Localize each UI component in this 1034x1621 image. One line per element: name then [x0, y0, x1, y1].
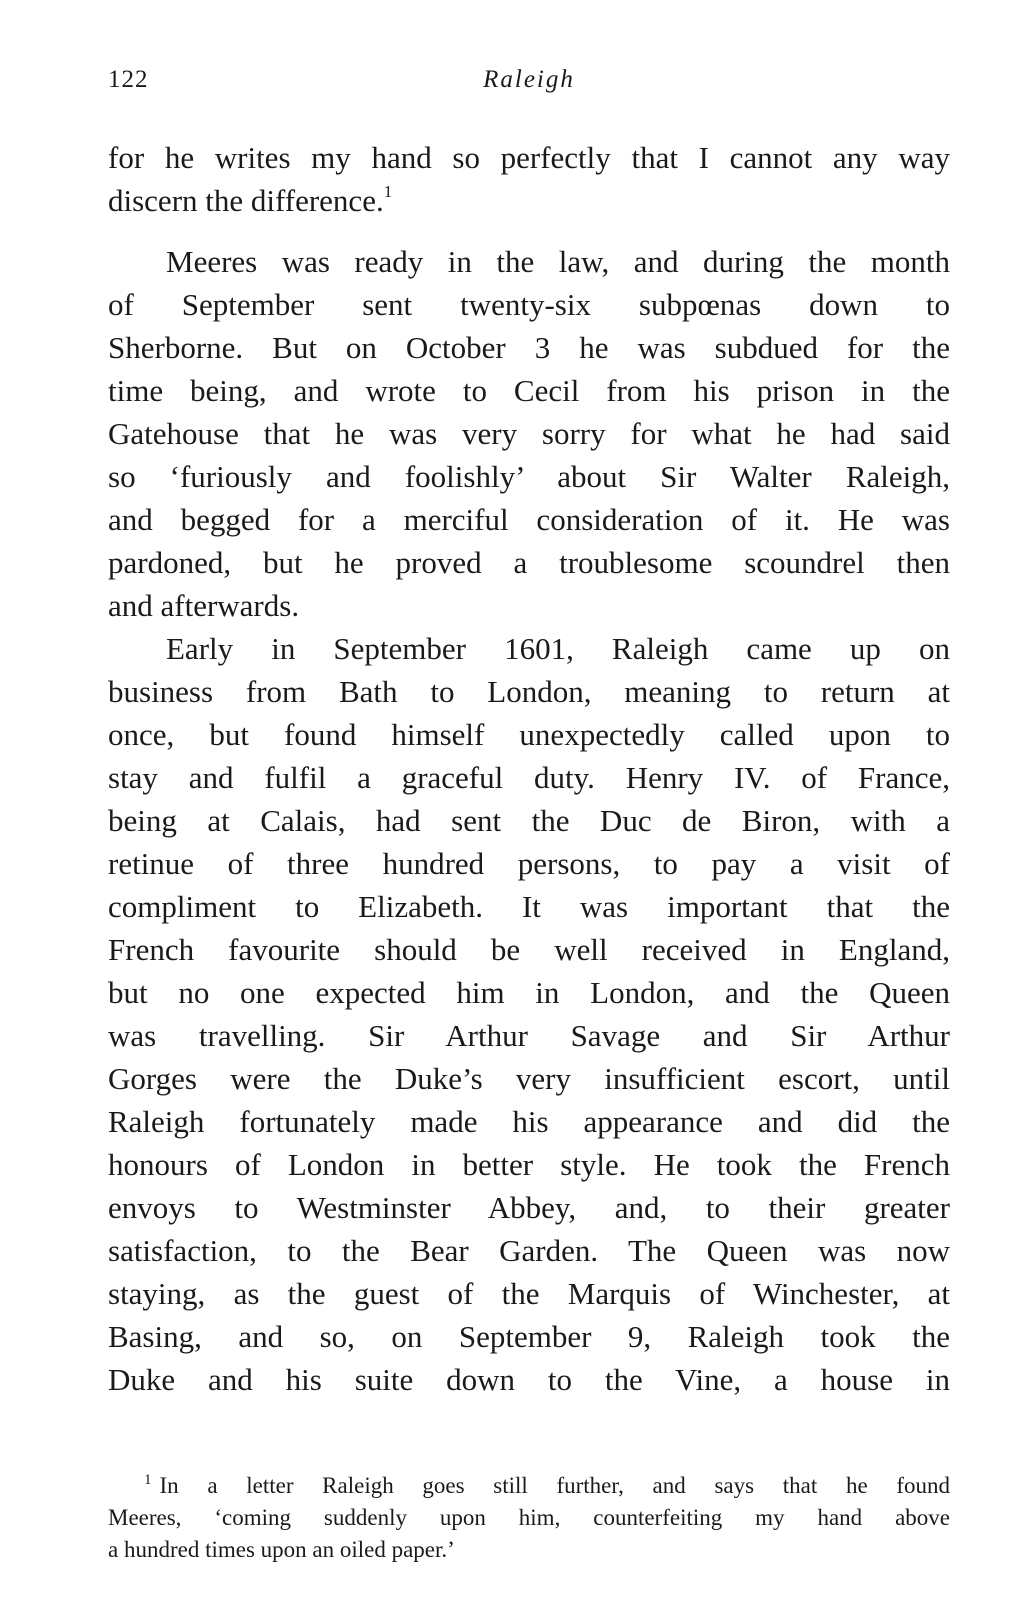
text-line-content: discern the difference.: [108, 183, 384, 218]
footnote-line: Meeres, ‘coming suddenly upon him, counterfeiting my hand above: [108, 1505, 950, 1530]
paragraph-gap: [108, 222, 950, 240]
text-line: satisfaction, to the Bear Garden. The Queen was now: [108, 1233, 950, 1268]
text-line: Early in September 1601, Raleigh came up on: [166, 631, 950, 666]
footnote-marker: 1: [144, 1472, 152, 1488]
text-line: Gatehouse that he was very sorry for what he had said: [108, 416, 950, 451]
text-line: staying, as the guest of the Marquis of Winchester, at: [108, 1276, 950, 1311]
text-line: honours of London in better style. He took the French: [108, 1147, 950, 1182]
footnote-line-content: In a letter Raleigh goes still further, and says that he found: [159, 1473, 950, 1498]
text-line: for he writes my hand so perfectly that I cannot any way: [108, 140, 950, 175]
text-line: being at Calais, had sent the Duc de Biron, with a: [108, 803, 950, 838]
text-line: [108, 179, 950, 222]
text-line: stay and fulfil a graceful duty. Henry IV. of France,: [108, 760, 950, 795]
text-line: compliment to Elizabeth. It was important that the: [108, 889, 950, 924]
page-number: 122: [108, 66, 149, 93]
page-header: [108, 66, 950, 106]
footnote-reference: 1: [383, 182, 393, 201]
text-line: and begged for a merciful consideration of it. He was: [108, 502, 950, 537]
text-line: Sherborne. But on October 3 he was subdued for the: [108, 330, 950, 365]
text-line: so ‘furiously and foolishly’ about Sir Walter Raleigh,: [108, 459, 950, 494]
text-line: but no one expected him in London, and the Queen: [108, 975, 950, 1010]
text-line: retinue of three hundred persons, to pay a visit of: [108, 846, 950, 881]
footnote-line: [108, 1470, 950, 1502]
running-head: Raleigh: [483, 66, 575, 93]
body-text: [108, 136, 950, 1401]
footnote: [108, 1470, 950, 1566]
text-line: envoys to Westminster Abbey, and, to their greater: [108, 1190, 950, 1225]
text-line: once, but found himself unexpectedly called upon to: [108, 717, 950, 752]
text-line: business from Bath to London, meaning to return at: [108, 674, 950, 709]
text-line: and afterwards.: [108, 588, 300, 623]
text-line: pardoned, but he proved a troublesome scoundrel then: [108, 545, 950, 580]
text-line: Basing, and so, on September 9, Raleigh took the: [108, 1319, 950, 1354]
text-line: Duke and his suite down to the Vine, a house in: [108, 1362, 950, 1397]
text-line: Meeres was ready in the law, and during the month: [166, 244, 950, 279]
text-line: Raleigh fortunately made his appearance and did the: [108, 1104, 950, 1139]
text-line: was travelling. Sir Arthur Savage and Sir Arthur: [108, 1018, 950, 1053]
text-line: of September sent twenty-six subpœnas down to: [108, 287, 950, 322]
footnote-line: a hundred times upon an oiled paper.’: [108, 1537, 455, 1562]
text-line: time being, and wrote to Cecil from his prison in the: [108, 373, 950, 408]
text-line: Gorges were the Duke’s very insufficient escort, until: [108, 1061, 950, 1096]
text-line: French favourite should be well received in England,: [108, 932, 950, 967]
